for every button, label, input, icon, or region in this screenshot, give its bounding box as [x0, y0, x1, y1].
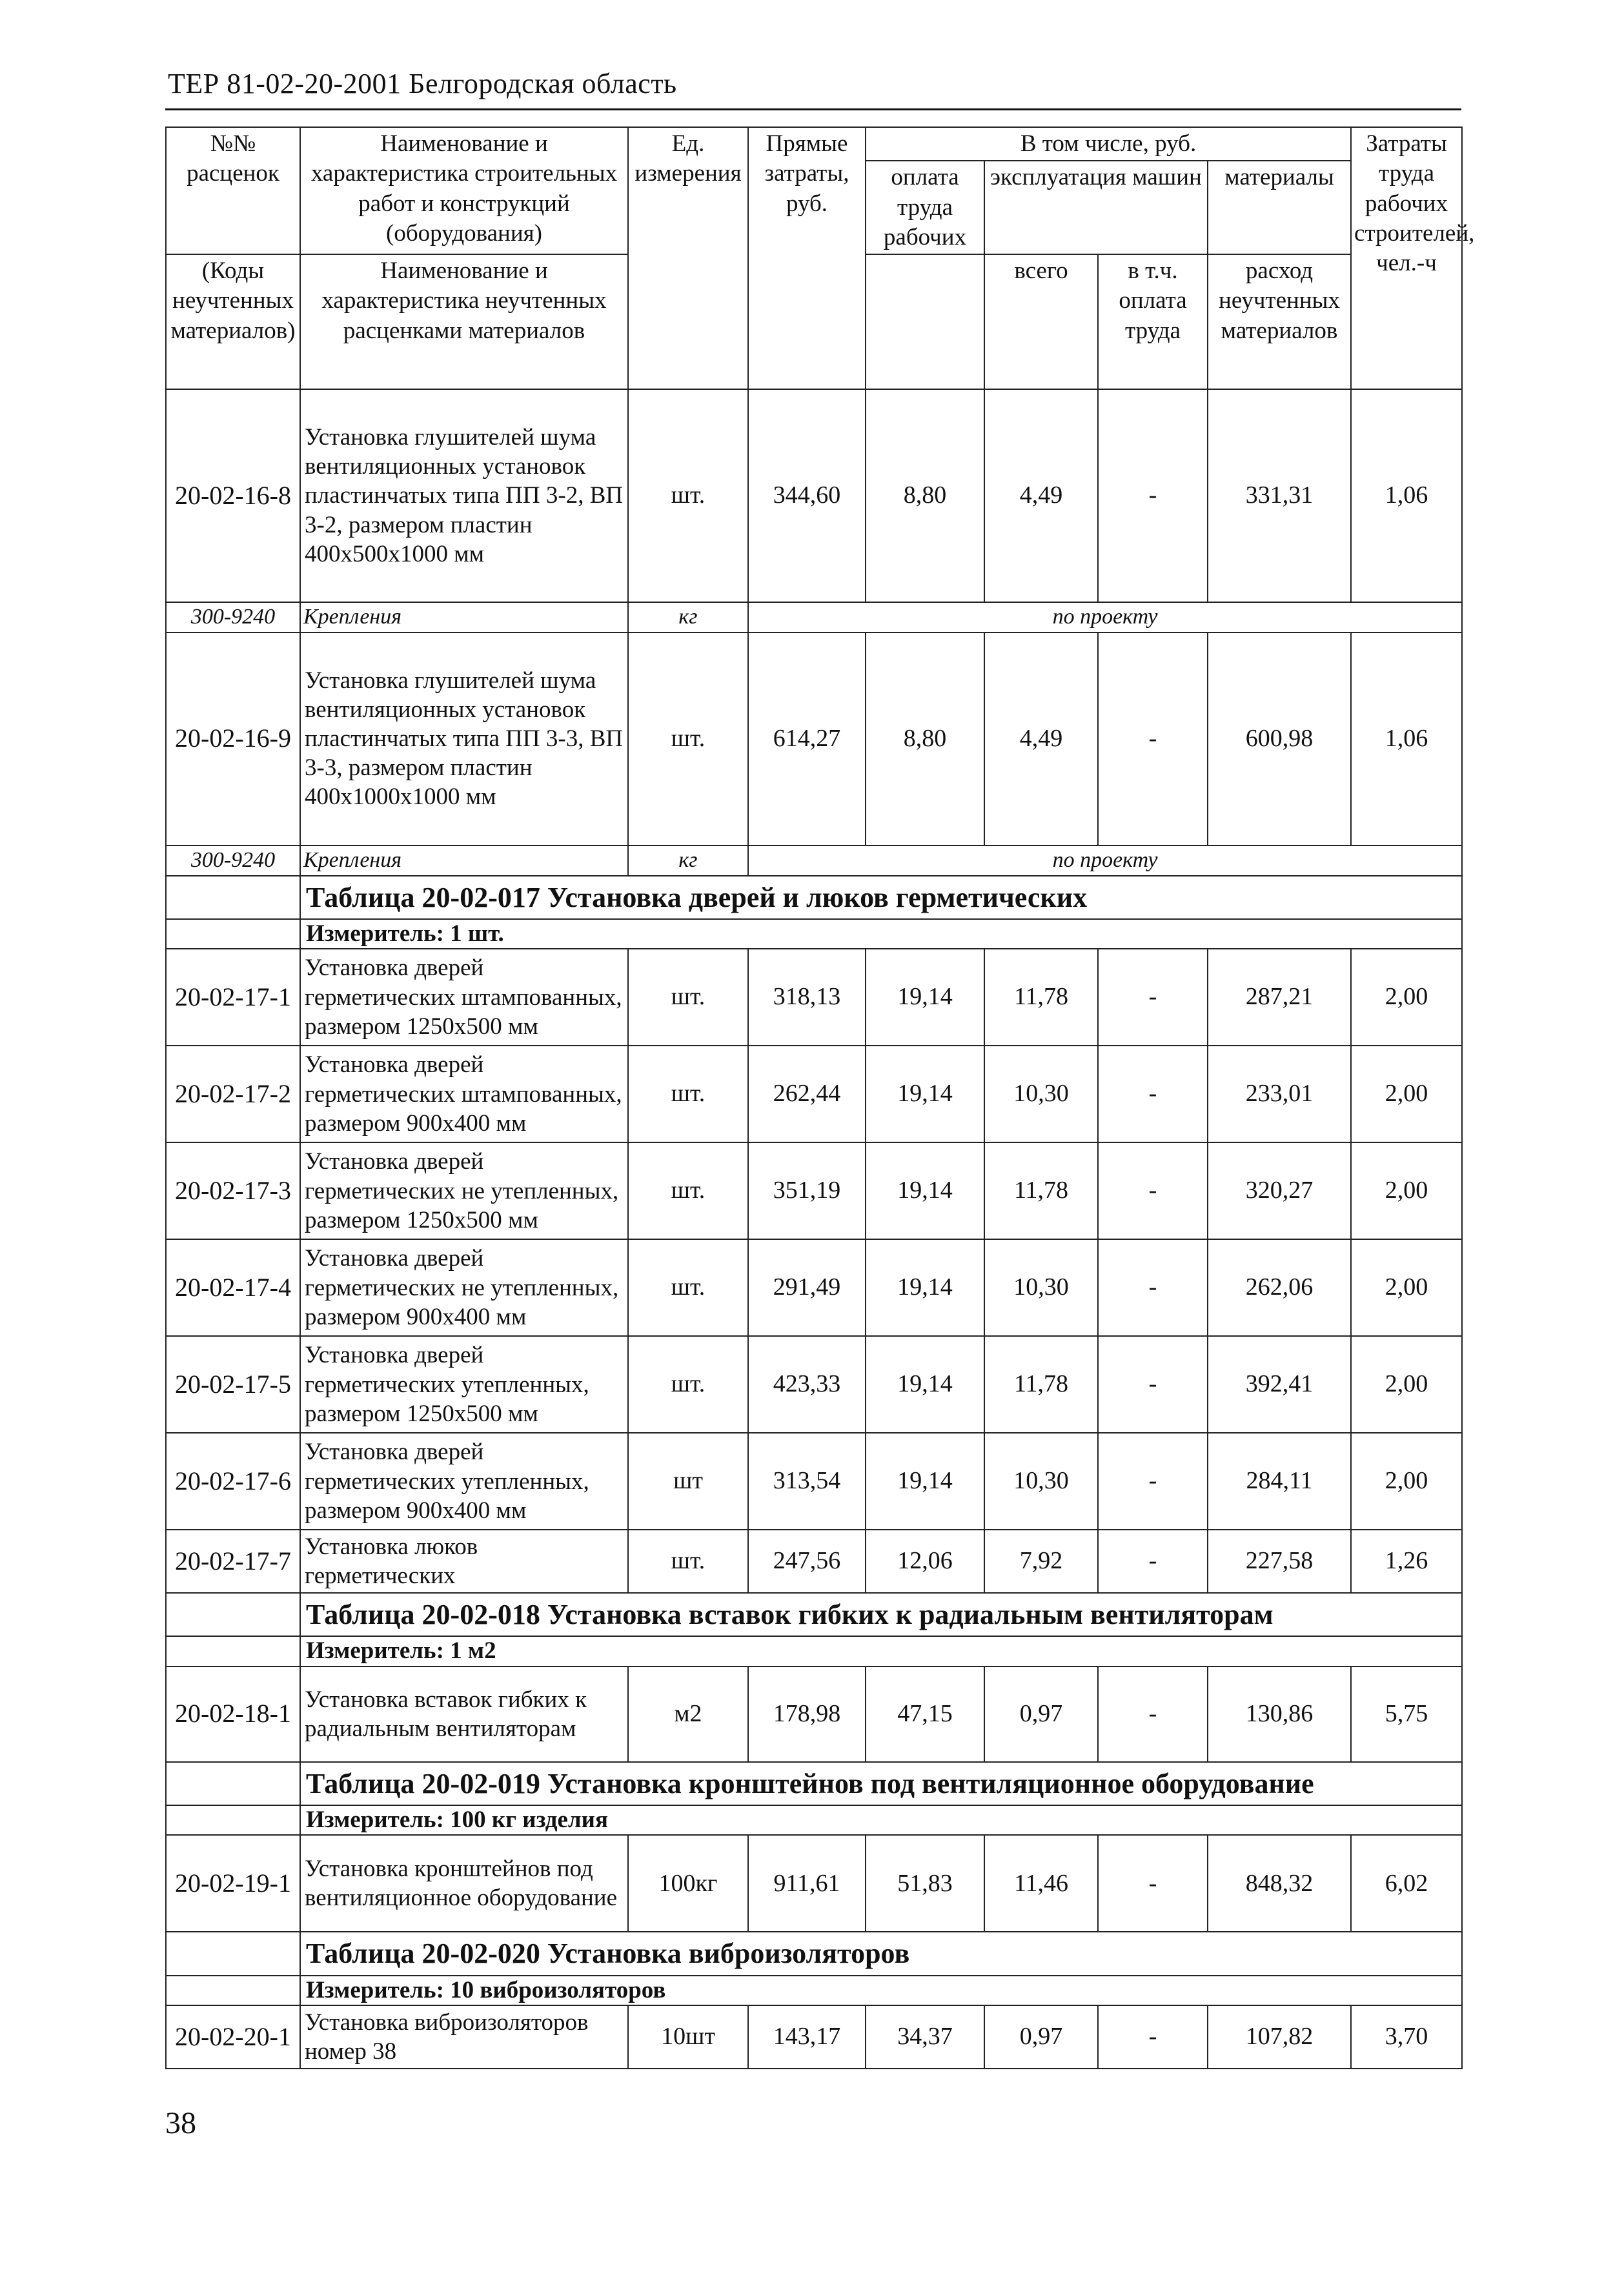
rate-machines-total: 11,78 [984, 1142, 1098, 1239]
rate-materials: 320,27 [1208, 1142, 1351, 1239]
table-header [166, 127, 1475, 389]
rate-machines-pay: - [1098, 1433, 1208, 1530]
meter-label: Измеритель: 100 кг изделия [300, 1805, 1462, 1835]
page-number: 38 [165, 2106, 196, 2140]
meter-spacer [166, 1805, 300, 1835]
head-mach-total: всего [984, 254, 1098, 389]
head-labor: Затраты труда рабочих строителей, чел.-ч [1351, 127, 1462, 389]
rate-machines-total: 11,78 [984, 1336, 1098, 1433]
rate-code: 20-02-16-9 [166, 633, 300, 846]
table-title-row [166, 1762, 1462, 1805]
rate-materials: 130,86 [1208, 1666, 1351, 1762]
head-materials: материалы [1208, 161, 1351, 254]
rate-labor-pay: 19,14 [866, 1433, 984, 1530]
rate-materials: 848,32 [1208, 1835, 1351, 1932]
rate-machines-total: 10,30 [984, 1433, 1098, 1530]
rate-unit: шт. [628, 949, 748, 1046]
rate-name: Установка люков герметических [300, 1530, 628, 1593]
table-title: Таблица 20-02-018 Установка вставок гибких к радиальным вентиляторам [300, 1593, 1462, 1636]
rate-labor-hours: 3,70 [1351, 2005, 1462, 2069]
table-row [166, 2005, 1462, 2069]
rate-direct-cost: 351,19 [748, 1142, 866, 1239]
material-name: Крепления [300, 846, 628, 876]
page-header: ТЕР 81-02-20-2001 Белгородская область [168, 68, 677, 99]
rate-name: Установка кронштейнов под вентиляционное оборудование [300, 1835, 628, 1932]
rate-name: Установка виброизоляторов номер 38 [300, 2005, 628, 2069]
table-title: Таблица 20-02-019 Установка кронштейнов под вентиляционное оборудование [300, 1762, 1462, 1805]
meter-row [166, 1636, 1462, 1666]
rate-labor-pay: 47,15 [866, 1666, 984, 1762]
rate-labor-hours: 1,06 [1351, 389, 1462, 602]
rate-machines-pay: - [1098, 1835, 1208, 1932]
rate-unit: шт. [628, 1142, 748, 1239]
rate-labor-pay: 34,37 [866, 2005, 984, 2069]
rate-machines-total: 7,92 [984, 1530, 1098, 1593]
rate-materials: 227,58 [1208, 1530, 1351, 1593]
rate-labor-hours: 6,02 [1351, 1835, 1462, 1932]
table-title-row [166, 876, 1462, 919]
rate-labor-hours: 5,75 [1351, 1666, 1462, 1762]
header-rule [165, 108, 1461, 110]
table-row [166, 389, 1462, 602]
material-unit: кг [628, 602, 748, 633]
head-mach-pay: в т.ч. оплата труда [1098, 254, 1208, 389]
material-note: по проекту [748, 846, 1462, 876]
head-code: №№ расценок [166, 127, 300, 254]
rate-direct-cost: 313,54 [748, 1433, 866, 1530]
rate-materials: 331,31 [1208, 389, 1351, 602]
table-row [166, 1142, 1462, 1239]
rate-labor-hours: 2,00 [1351, 949, 1462, 1046]
rate-machines-pay: - [1098, 949, 1208, 1046]
meter-spacer [166, 1976, 300, 2005]
rate-machines-pay: - [1098, 1336, 1208, 1433]
rate-labor-hours: 2,00 [1351, 1336, 1462, 1433]
rate-labor-pay: 19,14 [866, 1046, 984, 1142]
rate-labor-pay: 12,06 [866, 1530, 984, 1593]
head-incl: В том числе, руб. [866, 127, 1351, 161]
head-machines: эксплуатация машин [984, 161, 1208, 254]
rate-name: Установка дверей герметических не утепленных, размером 900х400 мм [300, 1239, 628, 1336]
rate-unit: 100кг [628, 1835, 748, 1932]
rate-labor-pay: 51,83 [866, 1835, 984, 1932]
table-row [166, 1433, 1462, 1530]
rate-machines-total: 4,49 [984, 389, 1098, 602]
table-row [166, 1835, 1462, 1932]
rate-labor-hours: 2,00 [1351, 1239, 1462, 1336]
rate-code: 20-02-17-1 [166, 949, 300, 1046]
rate-machines-pay: - [1098, 389, 1208, 602]
rate-machines-total: 10,30 [984, 1239, 1098, 1336]
rate-machines-pay: - [1098, 1530, 1208, 1593]
rate-unit: шт. [628, 1046, 748, 1142]
rate-code: 20-02-17-7 [166, 1530, 300, 1593]
rate-name: Установка дверей герметических штампованных, размером 900х400 мм [300, 1046, 628, 1142]
meter-spacer [166, 919, 300, 949]
rate-unit: шт. [628, 1239, 748, 1336]
meter-row [166, 919, 1462, 949]
rate-code: 20-02-20-1 [166, 2005, 300, 2069]
rate-name: Установка дверей герметических штампованных, размером 1250х500 мм [300, 949, 628, 1046]
rate-labor-hours: 1,26 [1351, 1530, 1462, 1593]
head-unit: Ед. измерения [628, 127, 748, 389]
rate-code: 20-02-17-6 [166, 1433, 300, 1530]
meter-row [166, 1805, 1462, 1835]
rate-name: Установка дверей герметических не утепленных, размером 1250х500 мм [300, 1142, 628, 1239]
rate-code: 20-02-17-4 [166, 1239, 300, 1336]
rate-labor-pay: 8,80 [866, 389, 984, 602]
rate-machines-pay: - [1098, 1666, 1208, 1762]
table-title-spacer [166, 1593, 300, 1636]
rate-direct-cost: 143,17 [748, 2005, 866, 2069]
rate-machines-pay: - [1098, 1142, 1208, 1239]
unaccounted-material-row [166, 846, 1462, 876]
table-title-row [166, 1593, 1462, 1636]
material-code: 300-9240 [166, 846, 300, 876]
head-code-unacc: (Коды неучтенных материалов) [166, 254, 300, 389]
rate-code: 20-02-17-2 [166, 1046, 300, 1142]
rate-direct-cost: 291,49 [748, 1239, 866, 1336]
rate-labor-hours: 1,06 [1351, 633, 1462, 846]
rate-code: 20-02-17-5 [166, 1336, 300, 1433]
rate-unit: м2 [628, 1666, 748, 1762]
rate-materials: 287,21 [1208, 949, 1351, 1046]
rate-machines-total: 10,30 [984, 1046, 1098, 1142]
rate-direct-cost: 318,13 [748, 949, 866, 1046]
table-title-spacer [166, 1932, 300, 1975]
rate-labor-pay: 19,14 [866, 1336, 984, 1433]
rate-code: 20-02-18-1 [166, 1666, 300, 1762]
rate-machines-pay: - [1098, 2005, 1208, 2069]
material-name: Крепления [300, 602, 628, 633]
rate-direct-cost: 262,44 [748, 1046, 866, 1142]
table-row [166, 1239, 1462, 1336]
rate-machines-total: 11,78 [984, 949, 1098, 1046]
head-name: Наименование и характеристика строительных работ и конструкций (оборудования) [300, 127, 628, 254]
rate-materials: 392,41 [1208, 1336, 1351, 1433]
meter-label: Измеритель: 10 виброизоляторов [300, 1976, 1462, 2005]
rate-machines-pay: - [1098, 1239, 1208, 1336]
rate-name: Установка глушителей шума вентиляционных установок пластинчатых типа ПП 3-2, ВП 3-2, размером пластин 400х500х1000 мм [300, 389, 628, 602]
rate-machines-total: 0,97 [984, 1666, 1098, 1762]
head-pay-empty [866, 254, 984, 389]
meter-row [166, 1976, 1462, 2005]
rate-unit: шт. [628, 389, 748, 602]
rate-code: 20-02-16-8 [166, 389, 300, 602]
rate-materials: 284,11 [1208, 1433, 1351, 1530]
rate-direct-cost: 178,98 [748, 1666, 866, 1762]
rate-unit: шт. [628, 1530, 748, 1593]
rates-table [165, 127, 1475, 2069]
rate-machines-pay: - [1098, 633, 1208, 846]
meter-label: Измеритель: 1 шт. [300, 919, 1462, 949]
rate-unit: шт. [628, 633, 748, 846]
head-direct: Прямые затраты, руб. [748, 127, 866, 389]
unaccounted-material-row [166, 602, 1462, 633]
table-row [166, 1530, 1462, 1593]
head-pay: оплата труда рабочих [866, 161, 984, 254]
rate-code: 20-02-19-1 [166, 1835, 300, 1932]
rate-direct-cost: 614,27 [748, 633, 866, 846]
table-row [166, 1046, 1462, 1142]
rate-labor-pay: 19,14 [866, 949, 984, 1046]
rate-unit: шт [628, 1433, 748, 1530]
head-name-unacc: Наименование и характеристика неучтенных расценками материалов [300, 254, 628, 389]
rate-labor-pay: 8,80 [866, 633, 984, 846]
rate-labor-pay: 19,14 [866, 1142, 984, 1239]
rate-name: Установка дверей герметических утепленных, размером 900х400 мм [300, 1433, 628, 1530]
material-note: по проекту [748, 602, 1462, 633]
rate-materials: 600,98 [1208, 633, 1351, 846]
rate-machines-total: 4,49 [984, 633, 1098, 846]
table-title-row [166, 1932, 1462, 1975]
table-row [166, 949, 1462, 1046]
head-mat-unacc: расход неучтенных материалов [1208, 254, 1351, 389]
rate-machines-pay: - [1098, 1046, 1208, 1142]
rate-code: 20-02-17-3 [166, 1142, 300, 1239]
rate-machines-total: 0,97 [984, 2005, 1098, 2069]
rate-name: Установка дверей герметических утепленных, размером 1250х500 мм [300, 1336, 628, 1433]
material-unit: кг [628, 846, 748, 876]
rate-materials: 233,01 [1208, 1046, 1351, 1142]
table-title: Таблица 20-02-020 Установка виброизоляторов [300, 1932, 1462, 1975]
meter-label: Измеритель: 1 м2 [300, 1636, 1462, 1666]
material-code: 300-9240 [166, 602, 300, 633]
rate-direct-cost: 344,60 [748, 389, 866, 602]
rate-name: Установка вставок гибких к радиальным вентиляторам [300, 1666, 628, 1762]
table-row [166, 1666, 1462, 1762]
meter-spacer [166, 1636, 300, 1666]
table-body [166, 389, 1462, 2069]
rate-unit: шт. [628, 1336, 748, 1433]
rate-machines-total: 11,46 [984, 1835, 1098, 1932]
table-row [166, 1336, 1462, 1433]
rate-labor-hours: 2,00 [1351, 1433, 1462, 1530]
table-title: Таблица 20-02-017 Установка дверей и люков герметических [300, 876, 1462, 919]
rate-materials: 107,82 [1208, 2005, 1351, 2069]
rate-unit: 10шт [628, 2005, 748, 2069]
rate-materials: 262,06 [1208, 1239, 1351, 1336]
rate-labor-hours: 2,00 [1351, 1142, 1462, 1239]
rate-labor-hours: 2,00 [1351, 1046, 1462, 1142]
rate-direct-cost: 423,33 [748, 1336, 866, 1433]
table-title-spacer [166, 876, 300, 919]
rate-labor-pay: 19,14 [866, 1239, 984, 1336]
table-title-spacer [166, 1762, 300, 1805]
rate-name: Установка глушителей шума вентиляционных установок пластинчатых типа ПП 3-3, ВП 3-3, размером пластин 400х1000х1000 мм [300, 633, 628, 846]
rate-direct-cost: 247,56 [748, 1530, 866, 1593]
table-row [166, 633, 1462, 846]
rate-direct-cost: 911,61 [748, 1835, 866, 1932]
